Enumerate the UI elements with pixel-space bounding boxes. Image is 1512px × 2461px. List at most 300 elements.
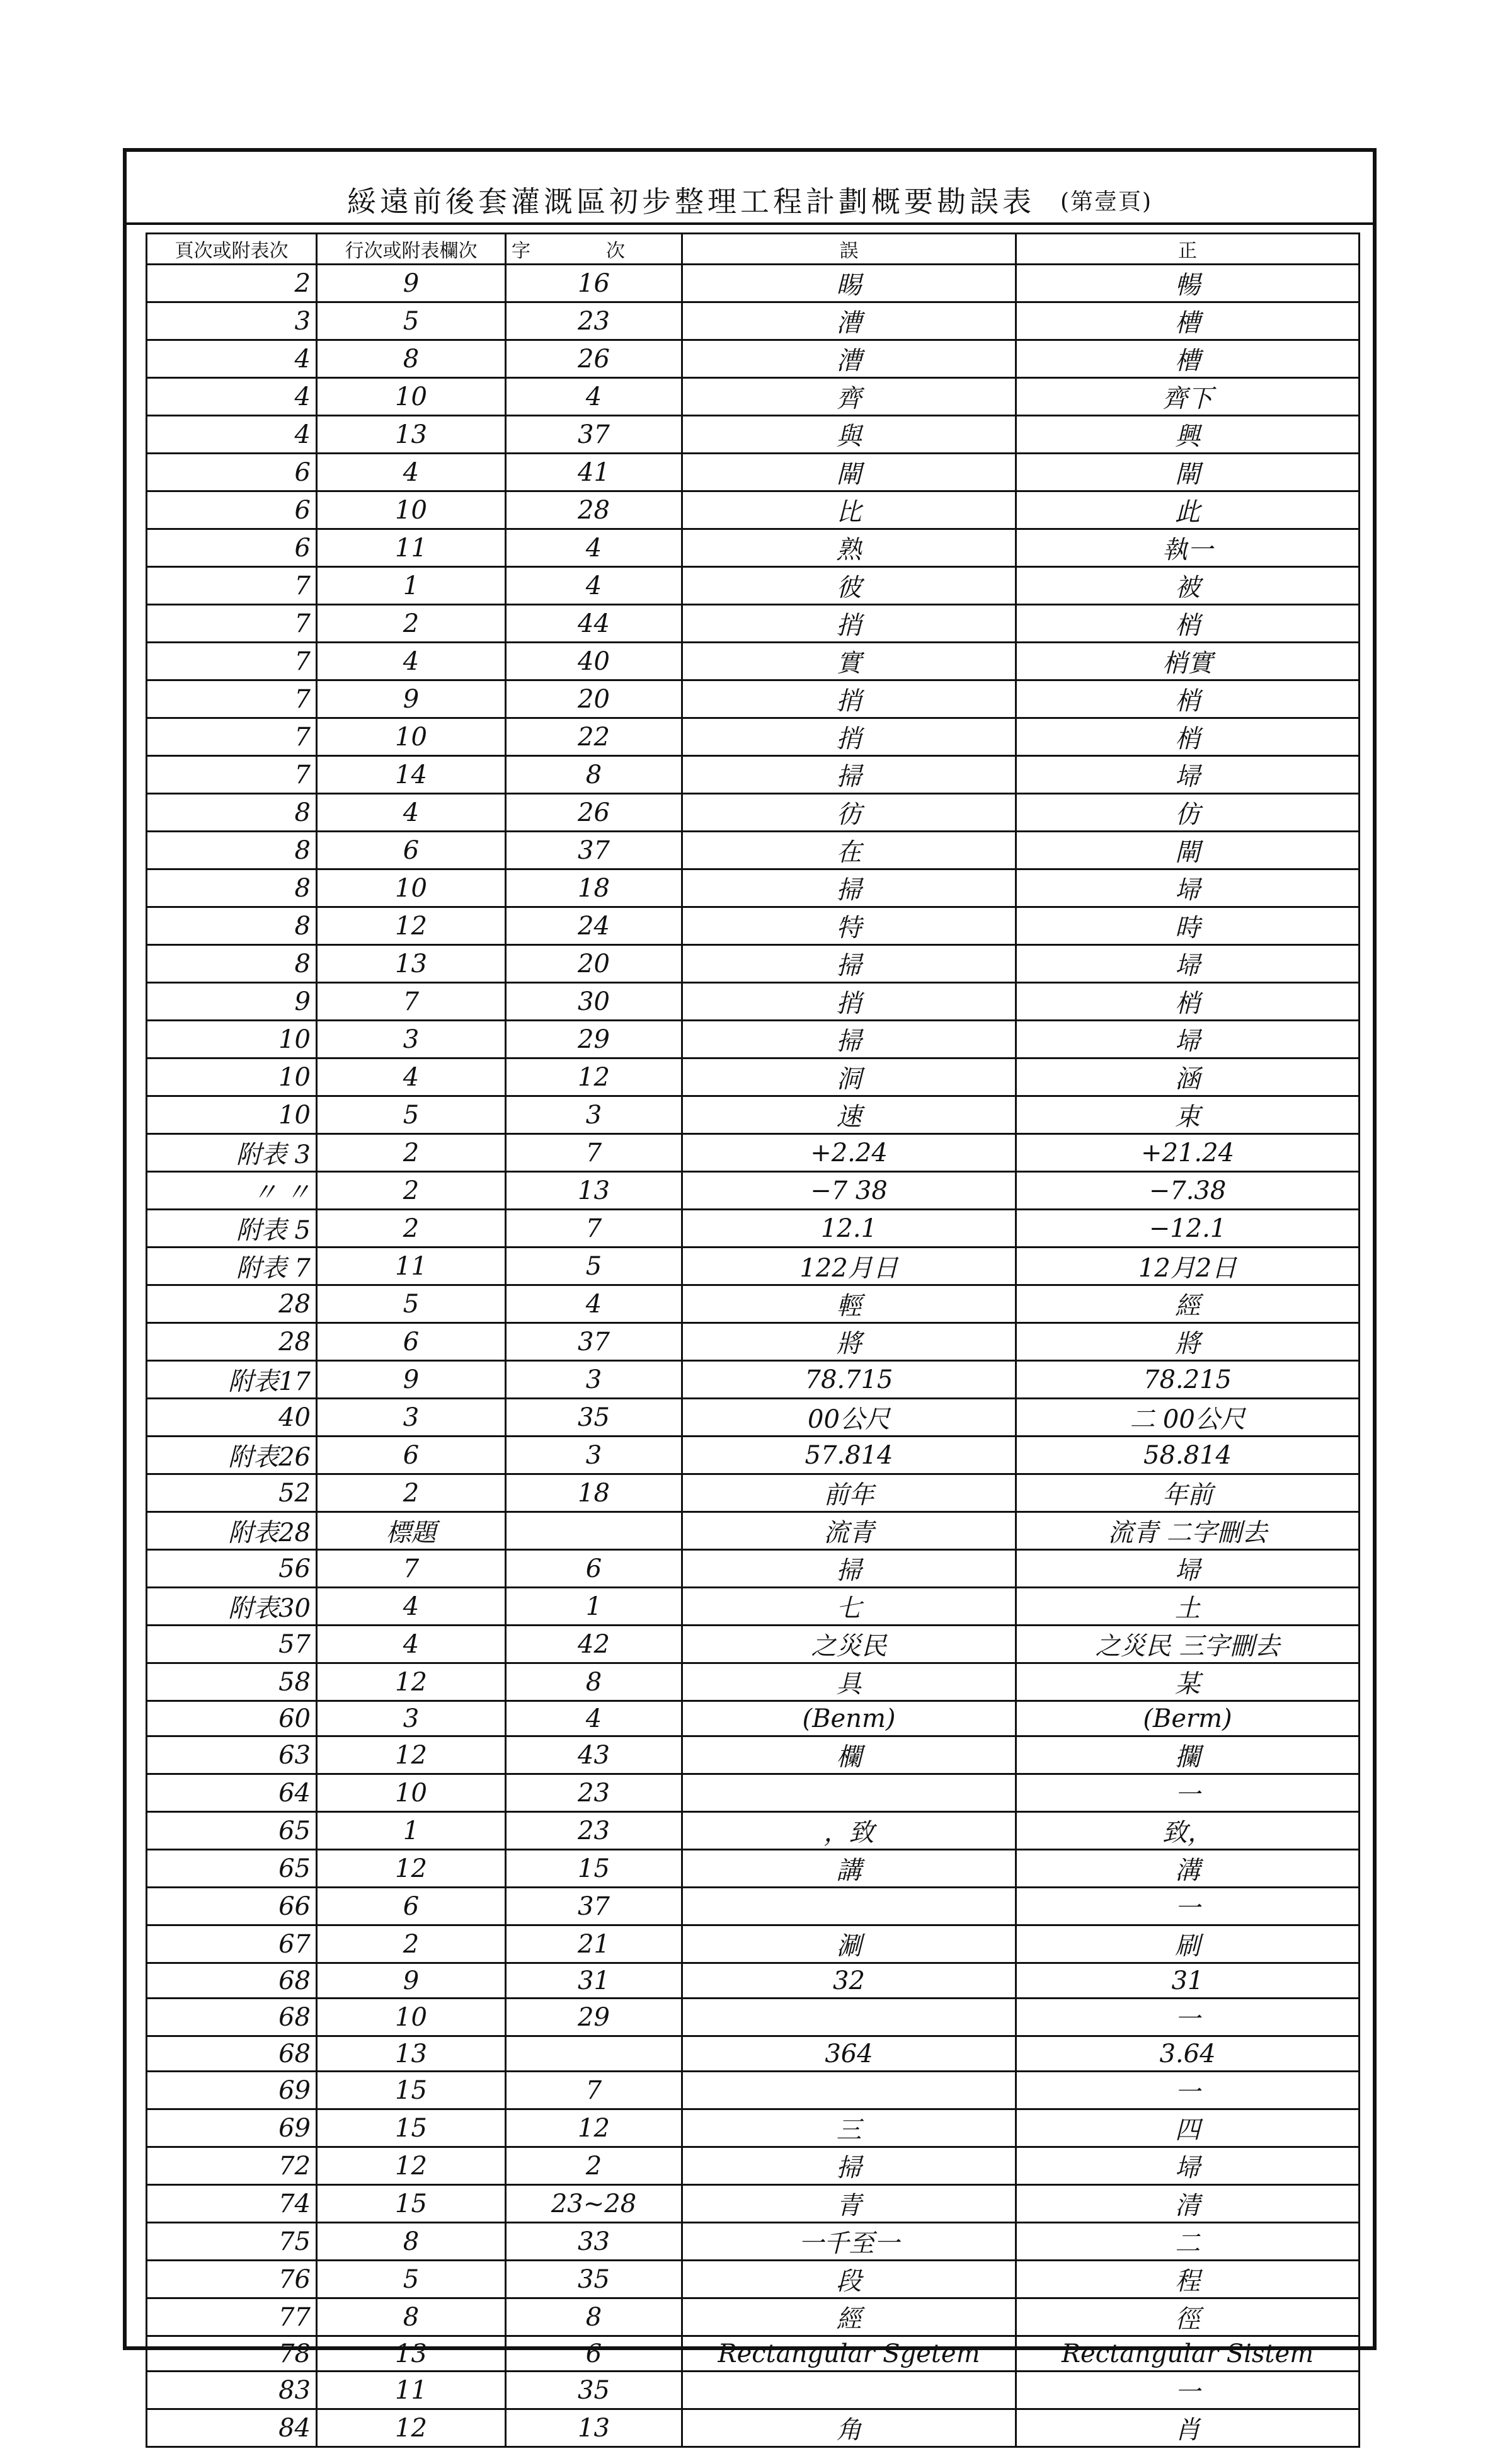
- cell-line: 1: [317, 567, 506, 605]
- cell-char: [506, 2036, 682, 2072]
- cell-error: Rectangular Sgetem: [682, 2336, 1016, 2372]
- cell-line: 5: [317, 1285, 506, 1323]
- cell-page: 69: [147, 2109, 317, 2147]
- cell-line: 9: [317, 680, 506, 718]
- cell-page: 60: [147, 1701, 317, 1736]
- cell-correct: 梢: [1016, 605, 1360, 643]
- cell-correct: 某: [1016, 1663, 1360, 1701]
- table-row: [147, 680, 1360, 718]
- cell-char: 29: [506, 1999, 682, 2036]
- cell-line: 4: [317, 794, 506, 832]
- cell-correct: 四: [1016, 2109, 1360, 2147]
- table-row: [147, 1172, 1360, 1210]
- cell-line: 4: [317, 454, 506, 491]
- cell-correct: 土: [1016, 1588, 1360, 1626]
- cell-correct: Rectangular Sistem: [1016, 2336, 1360, 2372]
- cell-error: 實: [682, 643, 1016, 680]
- cell-line: 10: [317, 491, 506, 529]
- table-row: [147, 756, 1360, 794]
- cell-line: 10: [317, 378, 506, 416]
- cell-char: 13: [506, 2409, 682, 2447]
- cell-char: 35: [506, 1399, 682, 1437]
- cell-char: 16: [506, 265, 682, 302]
- header-char: [506, 234, 682, 265]
- table-row: [147, 1096, 1360, 1134]
- cell-correct: 此: [1016, 491, 1360, 529]
- cell-line: 9: [317, 1963, 506, 1999]
- table-row: [147, 1588, 1360, 1626]
- cell-page: 74: [147, 2185, 317, 2223]
- cell-page: 附表28: [147, 1512, 317, 1550]
- cell-page: 7: [147, 567, 317, 605]
- cell-error: 熟: [682, 529, 1016, 567]
- table-row: [147, 1361, 1360, 1399]
- cell-page: 7: [147, 756, 317, 794]
- cell-correct: 時: [1016, 907, 1360, 945]
- table-row: [147, 416, 1360, 454]
- cell-error: 段: [682, 2261, 1016, 2298]
- cell-char: 1: [506, 1588, 682, 1626]
- cell-correct: 埽: [1016, 1550, 1360, 1588]
- table-row: [147, 1058, 1360, 1096]
- cell-correct: 一: [1016, 1888, 1360, 1925]
- cell-line: 8: [317, 2298, 506, 2336]
- cell-char: 18: [506, 869, 682, 907]
- cell-correct: 肖: [1016, 2409, 1360, 2447]
- cell-error: 閘: [682, 454, 1016, 491]
- cell-page: 58: [147, 1663, 317, 1701]
- cell-line: 13: [317, 2036, 506, 2072]
- cell-char: 4: [506, 1285, 682, 1323]
- cell-page: 8: [147, 907, 317, 945]
- cell-page: 52: [147, 1474, 317, 1512]
- cell-char: 29: [506, 1021, 682, 1058]
- table-row: [147, 1285, 1360, 1323]
- cell-error: 32: [682, 1963, 1016, 1999]
- cell-line: 2: [317, 605, 506, 643]
- table-row: [147, 907, 1360, 945]
- cell-line: 3: [317, 1021, 506, 1058]
- cell-correct: 二 00公尺: [1016, 1399, 1360, 1437]
- cell-error: 流青: [682, 1512, 1016, 1550]
- cell-line: 10: [317, 1999, 506, 2036]
- cell-correct: 暢: [1016, 265, 1360, 302]
- cell-correct: 齊下: [1016, 378, 1360, 416]
- table-row: [147, 869, 1360, 907]
- table-row: [147, 2036, 1360, 2072]
- cell-error: 掃: [682, 756, 1016, 794]
- cell-page: 67: [147, 1925, 317, 1963]
- cell-page: 6: [147, 529, 317, 567]
- cell-line: 3: [317, 1701, 506, 1736]
- table-row: [147, 2185, 1360, 2223]
- cell-correct: 一: [1016, 2072, 1360, 2109]
- cell-line: 6: [317, 832, 506, 869]
- cell-line: 5: [317, 1096, 506, 1134]
- cell-correct: 被: [1016, 567, 1360, 605]
- cell-page: 8: [147, 869, 317, 907]
- cell-line: 15: [317, 2109, 506, 2147]
- cell-char: 7: [506, 1134, 682, 1172]
- table-row: [147, 491, 1360, 529]
- cell-page: 76: [147, 2261, 317, 2298]
- table-row: [147, 1925, 1360, 1963]
- cell-line: 12: [317, 2409, 506, 2447]
- cell-correct: 一: [1016, 2372, 1360, 2409]
- cell-char: 5: [506, 1248, 682, 1285]
- table-row: [147, 945, 1360, 983]
- header-line: 行次或附表欄次: [317, 234, 506, 265]
- cell-error: 具: [682, 1663, 1016, 1701]
- cell-page: 附表 3: [147, 1134, 317, 1172]
- cell-char: 31: [506, 1963, 682, 1999]
- table-row: [147, 378, 1360, 416]
- cell-line: 5: [317, 2261, 506, 2298]
- header-correct: 正: [1016, 234, 1360, 265]
- cell-correct: 梢: [1016, 983, 1360, 1021]
- header-row: [147, 234, 1360, 265]
- cell-char: 3: [506, 1437, 682, 1474]
- cell-page: 69: [147, 2072, 317, 2109]
- cell-page: 77: [147, 2298, 317, 2336]
- cell-line: 13: [317, 416, 506, 454]
- cell-error: 彷: [682, 794, 1016, 832]
- header-char-b: 次: [606, 240, 625, 262]
- cell-page: 75: [147, 2223, 317, 2261]
- cell-page: 10: [147, 1021, 317, 1058]
- cell-line: 13: [317, 945, 506, 983]
- cell-error: 漕: [682, 302, 1016, 340]
- cell-error: 之災民: [682, 1626, 1016, 1663]
- table-row: [147, 832, 1360, 869]
- table-row: [147, 1736, 1360, 1774]
- table-row: [147, 983, 1360, 1021]
- cell-page: 65: [147, 1850, 317, 1888]
- table-row: [147, 529, 1360, 567]
- cell-correct: (Berm): [1016, 1701, 1360, 1736]
- cell-error: 青: [682, 2185, 1016, 2223]
- cell-error: [682, 1774, 1016, 1812]
- table-row: [147, 1626, 1360, 1663]
- cell-error: 捎: [682, 983, 1016, 1021]
- cell-error: 涮: [682, 1925, 1016, 1963]
- cell-char: 4: [506, 378, 682, 416]
- cell-page: 8: [147, 832, 317, 869]
- errata-rows: [147, 265, 1360, 2447]
- cell-page: 78: [147, 2336, 317, 2372]
- table-row: [147, 2298, 1360, 2336]
- cell-error: 七: [682, 1588, 1016, 1626]
- cell-correct: 3.64: [1016, 2036, 1360, 2072]
- cell-error: 一千至一: [682, 2223, 1016, 2261]
- cell-error: ，致: [682, 1812, 1016, 1850]
- table-row: [147, 567, 1360, 605]
- table-row: [147, 794, 1360, 832]
- cell-correct: 二: [1016, 2223, 1360, 2261]
- cell-char: 8: [506, 756, 682, 794]
- cell-page: 65: [147, 1812, 317, 1850]
- cell-error: 經: [682, 2298, 1016, 2336]
- cell-error: 57.814: [682, 1437, 1016, 1474]
- cell-char: 30: [506, 983, 682, 1021]
- cell-correct: 埽: [1016, 869, 1360, 907]
- cell-char: 2: [506, 2147, 682, 2185]
- table-row: [147, 1888, 1360, 1925]
- cell-page: 72: [147, 2147, 317, 2185]
- cell-page: 10: [147, 1058, 317, 1096]
- cell-char: 37: [506, 1323, 682, 1361]
- cell-error: 特: [682, 907, 1016, 945]
- cell-page: 66: [147, 1888, 317, 1925]
- table-row: [147, 1474, 1360, 1512]
- table-row: [147, 1512, 1360, 1550]
- cell-correct: 之災民 三字刪去: [1016, 1626, 1360, 1663]
- cell-line: 7: [317, 1550, 506, 1588]
- cell-line: 標題: [317, 1512, 506, 1550]
- cell-page: 4: [147, 416, 317, 454]
- cell-error: 掃: [682, 869, 1016, 907]
- cell-error: 比: [682, 491, 1016, 529]
- cell-correct: 攔: [1016, 1736, 1360, 1774]
- cell-page: 28: [147, 1285, 317, 1323]
- table-row: [147, 2109, 1360, 2147]
- cell-page: 83: [147, 2372, 317, 2409]
- cell-error: 掃: [682, 1550, 1016, 1588]
- cell-page: 7: [147, 680, 317, 718]
- cell-page: 6: [147, 491, 317, 529]
- table-row: [147, 1323, 1360, 1361]
- cell-correct: 仿: [1016, 794, 1360, 832]
- cell-page: 附表 7: [147, 1248, 317, 1285]
- cell-line: 2: [317, 1172, 506, 1210]
- cell-page: 8: [147, 945, 317, 983]
- cell-char: 42: [506, 1626, 682, 1663]
- cell-line: 4: [317, 1626, 506, 1663]
- cell-char: 23: [506, 302, 682, 340]
- cell-page: 64: [147, 1774, 317, 1812]
- cell-correct: 程: [1016, 2261, 1360, 2298]
- cell-correct: 12月2日: [1016, 1248, 1360, 1285]
- cell-page: 57: [147, 1626, 317, 1663]
- cell-correct: 閘: [1016, 454, 1360, 491]
- cell-line: 8: [317, 340, 506, 378]
- cell-char: 4: [506, 567, 682, 605]
- cell-page: 63: [147, 1736, 317, 1774]
- cell-char: 33: [506, 2223, 682, 2261]
- cell-line: 6: [317, 1323, 506, 1361]
- cell-correct: +21.24: [1016, 1134, 1360, 1172]
- cell-char: 41: [506, 454, 682, 491]
- cell-error: 掃: [682, 2147, 1016, 2185]
- cell-page: 3: [147, 302, 317, 340]
- cell-error: 彼: [682, 567, 1016, 605]
- cell-line: 2: [317, 1474, 506, 1512]
- cell-char: 28: [506, 491, 682, 529]
- cell-error: 掃: [682, 945, 1016, 983]
- cell-correct: 經: [1016, 1285, 1360, 1323]
- cell-error: 在: [682, 832, 1016, 869]
- cell-correct: 流青 二字刪去: [1016, 1512, 1360, 1550]
- cell-page: 附表26: [147, 1437, 317, 1474]
- cell-page: 7: [147, 605, 317, 643]
- table-row: [147, 1399, 1360, 1437]
- cell-correct: 埽: [1016, 945, 1360, 983]
- cell-correct: 束: [1016, 1096, 1360, 1134]
- cell-char: 8: [506, 2298, 682, 2336]
- cell-page: 〃 〃: [147, 1172, 317, 1210]
- cell-char: 43: [506, 1736, 682, 1774]
- cell-correct: 清: [1016, 2185, 1360, 2223]
- cell-line: 7: [317, 983, 506, 1021]
- cell-page: 7: [147, 718, 317, 756]
- cell-correct: 埽: [1016, 2147, 1360, 2185]
- table-row: [147, 1437, 1360, 1474]
- table-row: [147, 1812, 1360, 1850]
- cell-correct: 槽: [1016, 340, 1360, 378]
- cell-error: 掃: [682, 1021, 1016, 1058]
- cell-line: 15: [317, 2185, 506, 2223]
- cell-error: 齊: [682, 378, 1016, 416]
- cell-correct: 涵: [1016, 1058, 1360, 1096]
- cell-correct: 溝: [1016, 1850, 1360, 1888]
- cell-page: 56: [147, 1550, 317, 1588]
- document-title: 綏遠前後套灌溉區初步整理工程計劃概要勘誤表: [346, 185, 1035, 219]
- header-error: 誤: [682, 234, 1016, 265]
- cell-error: (Benm): [682, 1701, 1016, 1736]
- cell-line: 13: [317, 2336, 506, 2372]
- cell-page: 68: [147, 2036, 317, 2072]
- cell-char: 12: [506, 1058, 682, 1096]
- table-row: [147, 1663, 1360, 1701]
- title-bar: [127, 177, 1373, 225]
- cell-char: 37: [506, 832, 682, 869]
- errata-table: [146, 232, 1360, 2448]
- cell-error: [682, 1888, 1016, 1925]
- cell-char: 35: [506, 2261, 682, 2298]
- cell-error: 捎: [682, 680, 1016, 718]
- cell-page: 7: [147, 643, 317, 680]
- cell-line: 12: [317, 1850, 506, 1888]
- cell-line: 6: [317, 1888, 506, 1925]
- table-row: [147, 265, 1360, 302]
- cell-correct: 徑: [1016, 2298, 1360, 2336]
- cell-error: 122月日: [682, 1248, 1016, 1285]
- cell-line: 12: [317, 907, 506, 945]
- cell-error: 00公尺: [682, 1399, 1016, 1437]
- cell-line: 6: [317, 1437, 506, 1474]
- table-row: [147, 1210, 1360, 1248]
- cell-correct: 執一: [1016, 529, 1360, 567]
- cell-error: 輕: [682, 1285, 1016, 1323]
- cell-char: 23~28: [506, 2185, 682, 2223]
- errata-sheet: [123, 148, 1377, 2445]
- table-row: [147, 302, 1360, 340]
- cell-char: 6: [506, 1550, 682, 1588]
- cell-char: 18: [506, 1474, 682, 1512]
- cell-correct: 將: [1016, 1323, 1360, 1361]
- cell-correct: 興: [1016, 416, 1360, 454]
- table-row: [147, 1134, 1360, 1172]
- cell-error: 洞: [682, 1058, 1016, 1096]
- cell-page: 9: [147, 983, 317, 1021]
- cell-correct: 58.814: [1016, 1437, 1360, 1474]
- cell-correct: 梢: [1016, 718, 1360, 756]
- cell-error: 12.1: [682, 1210, 1016, 1248]
- cell-char: 15: [506, 1850, 682, 1888]
- cell-error: 三: [682, 2109, 1016, 2147]
- cell-page: 2: [147, 265, 317, 302]
- cell-char: 6: [506, 2336, 682, 2372]
- table-row: [147, 2409, 1360, 2447]
- table-row: [147, 2261, 1360, 2298]
- cell-line: 2: [317, 1925, 506, 1963]
- cell-char: 20: [506, 680, 682, 718]
- cell-line: 14: [317, 756, 506, 794]
- table-row: [147, 2223, 1360, 2261]
- cell-char: 26: [506, 340, 682, 378]
- cell-page: 附表30: [147, 1588, 317, 1626]
- cell-error: −7 38: [682, 1172, 1016, 1210]
- table-row: [147, 454, 1360, 491]
- cell-error: [682, 2372, 1016, 2409]
- cell-line: 15: [317, 2072, 506, 2109]
- cell-char: 7: [506, 2072, 682, 2109]
- cell-error: 364: [682, 2036, 1016, 2072]
- table-row: [147, 1999, 1360, 2036]
- cell-error: [682, 2072, 1016, 2109]
- table-row: [147, 1774, 1360, 1812]
- table-row: [147, 1550, 1360, 1588]
- cell-correct: −7.38: [1016, 1172, 1360, 1210]
- cell-char: 12: [506, 2109, 682, 2147]
- cell-char: 35: [506, 2372, 682, 2409]
- cell-char: 3: [506, 1361, 682, 1399]
- cell-line: 5: [317, 302, 506, 340]
- cell-line: 4: [317, 1588, 506, 1626]
- table-row: [147, 1021, 1360, 1058]
- cell-line: 4: [317, 643, 506, 680]
- table-row: [147, 1701, 1360, 1736]
- cell-correct: 31: [1016, 1963, 1360, 1999]
- cell-char: 4: [506, 529, 682, 567]
- cell-char: 37: [506, 1888, 682, 1925]
- cell-line: 2: [317, 1210, 506, 1248]
- cell-correct: 梢: [1016, 680, 1360, 718]
- cell-line: 10: [317, 718, 506, 756]
- cell-page: 4: [147, 378, 317, 416]
- cell-char: 22: [506, 718, 682, 756]
- table-row: [147, 1850, 1360, 1888]
- cell-line: 10: [317, 1774, 506, 1812]
- cell-correct: 刷: [1016, 1925, 1360, 1963]
- table-row: [147, 718, 1360, 756]
- cell-char: 8: [506, 1663, 682, 1701]
- cell-page: 40: [147, 1399, 317, 1437]
- cell-char: 4: [506, 1701, 682, 1736]
- cell-page: 10: [147, 1096, 317, 1134]
- table-row: [147, 2072, 1360, 2109]
- cell-error: 睗: [682, 265, 1016, 302]
- cell-error: 將: [682, 1323, 1016, 1361]
- cell-char: 37: [506, 416, 682, 454]
- cell-char: 40: [506, 643, 682, 680]
- cell-error: 前年: [682, 1474, 1016, 1512]
- cell-correct: 閘: [1016, 832, 1360, 869]
- cell-line: 11: [317, 2372, 506, 2409]
- cell-error: +2.24: [682, 1134, 1016, 1172]
- cell-char: 20: [506, 945, 682, 983]
- cell-line: 2: [317, 1134, 506, 1172]
